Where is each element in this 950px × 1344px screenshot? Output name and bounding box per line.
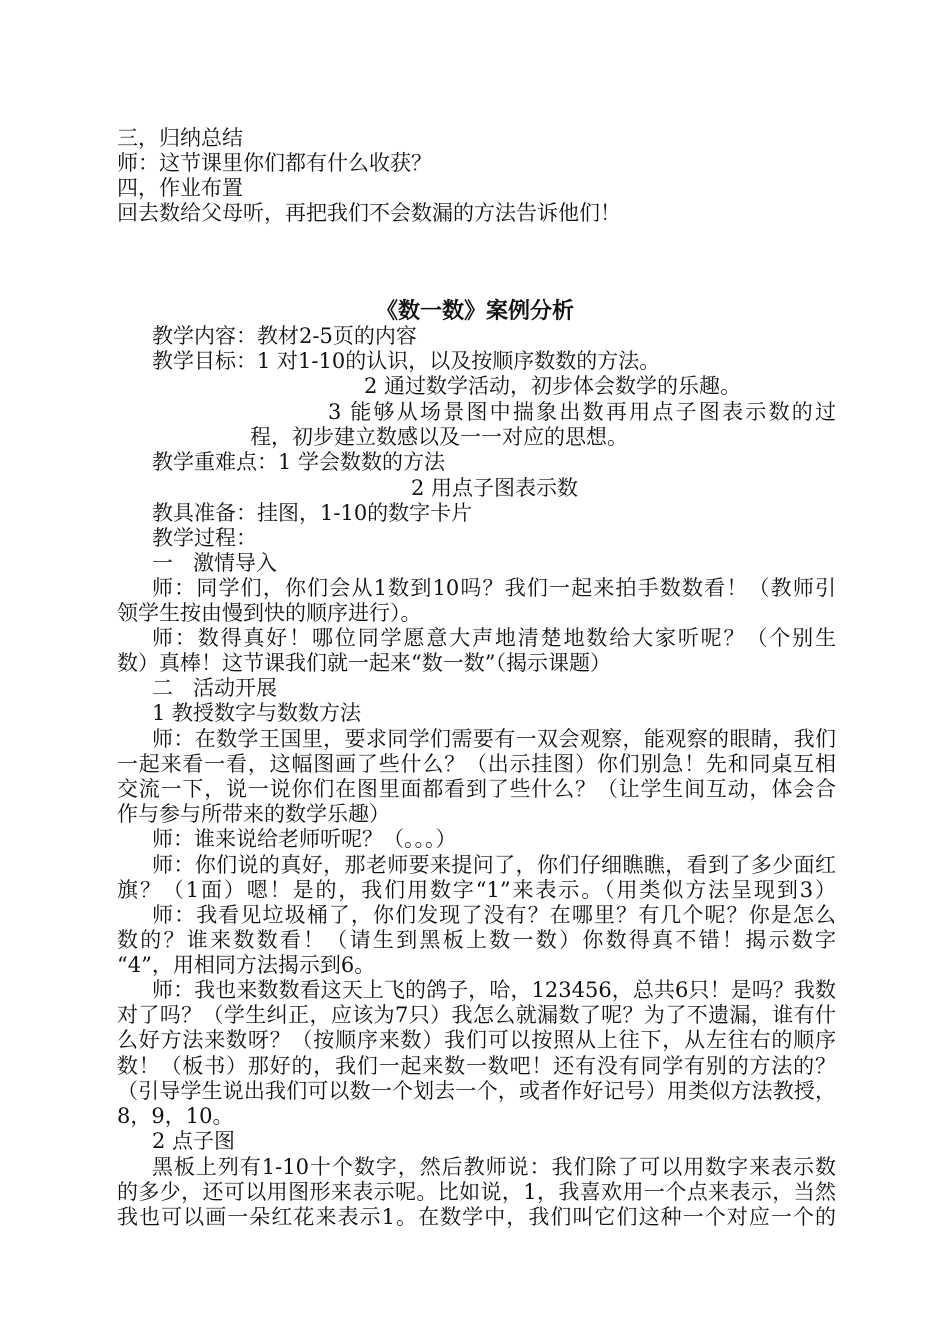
paragraph-line: 师：你们说的真好，那老师要来提问了，你们仔细瞧瞧，看到了多少面红: [152, 853, 836, 877]
paragraph-line: 对了吗？（学生纠正，应该为7只）我怎么就漏数了呢？为了不遗漏，谁有什: [117, 1003, 836, 1027]
paragraph-line: 作与参与所带来的数学乐趣）: [117, 802, 390, 826]
paragraph-line: 8，9，10。: [117, 1104, 234, 1128]
subsection-heading: 1 教授数字与数数方法: [152, 701, 362, 725]
paragraph-line: 师：数得真好！哪位同学愿意大声地清楚地数给大家听呢？（个别生: [152, 626, 836, 650]
teaching-content: 教学内容：教材2-5页的内容: [152, 324, 417, 348]
subsection-heading-dot-diagram: 2 点子图: [152, 1129, 236, 1153]
teaching-goal-1: 教学目标：1 对1-10的认识，以及按顺序数数的方法。: [152, 349, 661, 373]
teaching-goal-3-cont: 程，初步建立数感以及一一对应的思想。: [250, 425, 628, 449]
heading-summary: 三，归纳总结: [117, 126, 243, 150]
paragraph-line: 一起来看一看，这幅图画了些什么？（出示挂图）你们别急！先和同桌互相: [117, 752, 836, 776]
teaching-goal-2: 2 通过数学活动，初步体会数学的乐趣。: [364, 374, 742, 398]
teaching-aids: 教具准备：挂图，1-10的数字卡片: [152, 501, 473, 525]
paragraph-line: 的多少，还可以用图形来表示呢。比如说，1，我喜欢用一个点来表示，当然: [117, 1180, 836, 1204]
teaching-goal-3: 3 能够从场景图中揣象出数再用点子图表示数的过: [328, 400, 836, 424]
paragraph-line: 师：在数学王国里，要求同学们需要有一双会观察，能观察的眼睛，我们: [152, 727, 836, 751]
teaching-process: 教学过程：: [152, 526, 257, 550]
paragraph-line: 交流一下，说一说你们在图里面都看到了些什么？（让学生间互动，体会合: [117, 777, 836, 801]
paragraph-line: 师：同学们，你们会从1数到10吗？我们一起来拍手数数看！（教师引: [152, 576, 836, 600]
paragraph-line: 旗？（1面）嗯！是的，我们用数字“1”来表示。（用类似方法呈现到3）: [117, 878, 836, 902]
paragraph-line: （引导学生说出我们可以数一个划去一个，或者作好记号）用类似方法教授，: [117, 1079, 836, 1103]
key-difficulty-2: 2 用点子图表示数: [411, 476, 579, 500]
paragraph-line: 我也可以画一朵红花来表示1。在数学中，我们叫它们这种一个对应一个的: [117, 1205, 836, 1229]
paragraph-line: 师：我也来数数看这天上飞的鸽子，哈，123456，总共6只！是吗？我数: [152, 978, 836, 1002]
paragraph: 师：这节课里你们都有什么收获？: [117, 151, 432, 175]
paragraph-line: 领学生按由慢到快的顺序进行）。: [117, 601, 422, 625]
paragraph-line: “4”，用相同方法揭示到6。: [117, 953, 376, 977]
paragraph-line: 师：谁来说给老师听呢？（。。。）: [152, 827, 457, 851]
section-heading-activity: 二 活动开展: [152, 676, 278, 700]
paragraph-line: 师：我看见垃圾桶了，你们发现了没有？在哪里？有几个呢？你是怎么: [152, 903, 836, 927]
paragraph-line: 么好方法来数呀？（按顺序来数）我们可以按照从上往下，从左往右的顺序: [117, 1028, 836, 1052]
heading-homework: 四，作业布置: [117, 176, 243, 200]
case-title: 《数一数》案例分析: [375, 298, 574, 324]
paragraph-line: 数的？谁来数数看！（请生到黑板上数一数）你数得真不错！揭示数字: [117, 928, 836, 952]
paragraph: 回去数给父母听，再把我们不会数漏的方法告诉他们！: [117, 201, 621, 225]
section-heading-intro: 一 激情导入: [152, 551, 278, 575]
paragraph-line: 数）真棒！这节课我们就一起来“数一数”（揭示课题）: [117, 651, 611, 675]
key-difficulty-1: 教学重难点：1 学会数数的方法: [152, 450, 446, 474]
paragraph-line: 黑板上列有1-10十个数字，然后教师说：我们除了可以用数字来表示数: [152, 1155, 836, 1179]
paragraph-line: 数！（板书）那好的，我们一起来数一数吧！还有没有同学有别的方法的？: [117, 1054, 836, 1078]
